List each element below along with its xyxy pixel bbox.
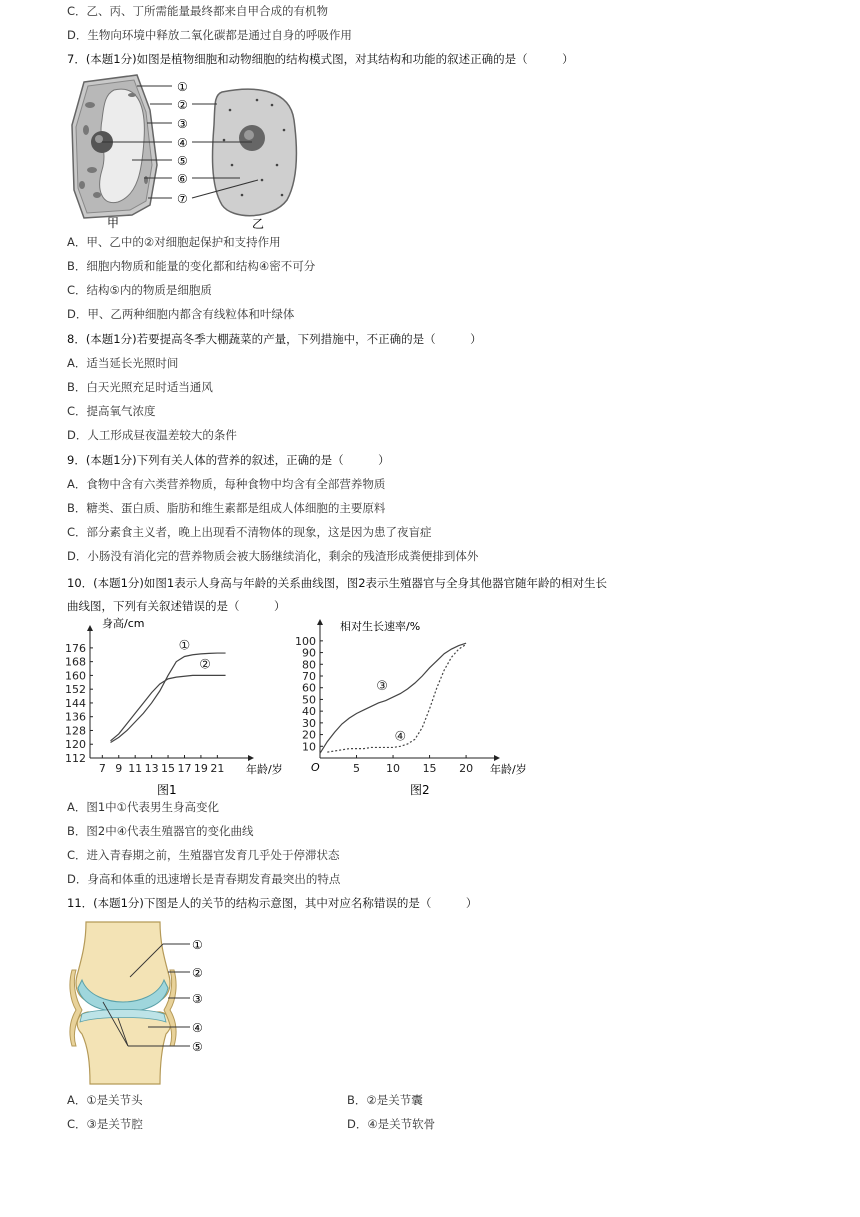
y-tick-label: 80 (302, 658, 316, 672)
x-tick-label: 9 (115, 762, 123, 775)
plant-cell-caption: 甲 (107, 216, 120, 230)
cell-label-1: ① (177, 80, 188, 94)
y-tick-label: 60 (302, 681, 316, 695)
cell-label-6: ⑥ (177, 172, 188, 186)
q8-option-d: D．人工形成昼夜温差较大的条件 (67, 428, 237, 442)
series-label-2: ④ (394, 729, 407, 745)
y-axis-arrow (87, 625, 93, 631)
x-tick-label: 17 (177, 762, 192, 775)
x-tick-label: 21 (210, 762, 225, 775)
chart1-ylabel: 身高/cm (102, 617, 145, 630)
x-tick-label: 5 (353, 762, 361, 775)
q7-option-b: B．细胞内物质和能量的变化都和结构④密不可分 (67, 259, 316, 273)
series-label-1: ③ (376, 679, 388, 695)
chart2-xlabel: 年龄/岁 (490, 763, 527, 776)
q9-option-d: D．小肠没有消化完的营养物质会被大肠继续消化，剩余的残渣形成粪便排到体外 (67, 549, 479, 563)
q7-option-c: C．结构⑤内的物质是细胞质 (67, 283, 212, 297)
q11-option-c: C．③是关节腔 (67, 1117, 143, 1131)
y-tick-label: 10 (302, 740, 316, 754)
plant-cell (72, 75, 157, 218)
y-tick-label: 100 (295, 634, 316, 648)
y-tick-label: 144 (65, 696, 86, 710)
x-tick-label: 15 (422, 762, 437, 775)
chart2-origin-label: O (311, 761, 320, 774)
q9-option-c: C．部分素食主义者，晚上出现看不清物体的现象，这是因为患了夜盲症 (67, 525, 432, 539)
q10-option-d: D．身高和体重的迅速增长是青春期发育最突出的特点 (67, 872, 341, 886)
cell-label-3: ③ (177, 117, 188, 131)
joint-label-3: ③ (192, 992, 203, 1006)
joint-label-5: ⑤ (192, 1040, 203, 1054)
y-tick-label: 160 (65, 669, 86, 683)
cell-structure-figure (62, 70, 312, 235)
animal-cell (212, 89, 296, 215)
y-tick-label: 152 (65, 683, 86, 697)
series-line-1 (320, 643, 466, 753)
y-tick-label: 136 (65, 710, 86, 724)
cell-label-2: ② (177, 98, 188, 112)
x-tick-label: 10 (386, 762, 401, 775)
cell-label-5: ⑤ (177, 154, 188, 168)
q9-stem: 9．(本题1分)下列有关人体的营养的叙述，正确的是（ ） (67, 453, 390, 467)
cell-label-7: ⑦ (177, 192, 188, 206)
x-tick-label: 15 (161, 762, 176, 775)
q8-option-c: C．提高氧气浓度 (67, 404, 156, 418)
q10-stem-line2: 曲线图，下列有关叙述错误的是（ ） (67, 599, 286, 613)
q9-option-a: A．食物中含有六类营养物质，每种食物中均含有全部营养物质 (67, 477, 386, 491)
y-axis-arrow (317, 619, 323, 625)
chart2-title: 图2 (410, 783, 430, 797)
joint-structure-figure (68, 922, 218, 1084)
q7-stem: 7．(本题1分)如图是植物细胞和动物细胞的结构模式图，对其结构和功能的叙述正确的是（ ） (67, 52, 574, 66)
q11-option-a: A．①是关节头 (67, 1093, 143, 1107)
x-axis-arrow (248, 755, 254, 761)
x-tick-label: 7 (98, 762, 106, 775)
height-age-chart (62, 614, 297, 799)
chart1-title: 图1 (157, 783, 177, 797)
series-label-1: ① (178, 638, 191, 654)
y-tick-label: 176 (65, 641, 86, 655)
y-tick-label: 70 (302, 670, 316, 683)
y-tick-label: 20 (302, 728, 316, 742)
relative-growth-chart (295, 614, 540, 799)
q6-option-d: D．生物向环境中释放二氧化碳都是通过自身的呼吸作用 (67, 28, 352, 42)
q9-option-b: B．糖类、蛋白质、脂肪和维生素都是组成人体细胞的主要原料 (67, 501, 386, 515)
x-tick-label: 19 (193, 762, 208, 775)
y-tick-label: 120 (65, 738, 86, 752)
y-tick-label: 128 (65, 724, 86, 738)
chart1-xlabel: 年龄/岁 (246, 763, 283, 776)
x-axis-arrow (494, 755, 500, 761)
q10-option-a: A．图1中①代表男生身高变化 (67, 800, 219, 814)
joint-label-1: ① (192, 938, 203, 952)
x-tick-label: 11 (128, 762, 143, 775)
chart2-ylabel: 相对生长速率/% (340, 620, 421, 633)
series-label-2: ② (199, 657, 211, 673)
series-line-2 (111, 675, 226, 740)
q8-option-b: B．白天光照充足时适当通风 (67, 380, 213, 394)
q10-stem-line1: 10．(本题1分)如图1表示人身高与年龄的关系曲线图，图2表示生殖器官与全身其他器官随年龄的相对生长 (67, 576, 608, 590)
x-tick-label: 20 (459, 762, 474, 775)
q11-option-d: D．④是关节软骨 (347, 1117, 436, 1131)
q11-stem: 11．(本题1分)下图是人的关节的结构示意图，其中对应名称错误的是（ ） (67, 896, 478, 910)
animal-cell-caption: 乙 (252, 217, 265, 231)
y-tick-label: 112 (65, 752, 86, 765)
joint-label-4: ④ (192, 1021, 203, 1035)
y-tick-label: 30 (302, 716, 316, 730)
q8-stem: 8．(本题1分)若要提高冬季大棚蔬菜的产量，下列措施中，不正确的是（ ） (67, 332, 482, 346)
y-tick-label: 168 (65, 655, 86, 669)
q10-option-b: B．图2中④代表生殖器官的变化曲线 (67, 824, 254, 838)
q11-option-b: B．②是关节囊 (347, 1093, 423, 1107)
q7-option-d: D．甲、乙两种细胞内都含有线粒体和叶绿体 (67, 307, 295, 321)
y-tick-label: 40 (302, 705, 316, 719)
joint-label-2: ② (192, 966, 203, 980)
q7-option-a: A．甲、乙中的②对细胞起保护和支持作用 (67, 235, 281, 249)
q8-option-a: A．适当延长光照时间 (67, 356, 179, 370)
cell-label-4: ④ (177, 136, 188, 150)
y-tick-label: 90 (302, 646, 316, 660)
y-tick-label: 50 (302, 693, 316, 707)
q6-option-c: C．乙、丙、丁所需能量最终都来自甲合成的有机物 (67, 4, 329, 18)
q10-option-c: C．进入青春期之前，生殖器官发育几乎处于停滞状态 (67, 848, 340, 862)
x-tick-label: 13 (144, 762, 159, 775)
